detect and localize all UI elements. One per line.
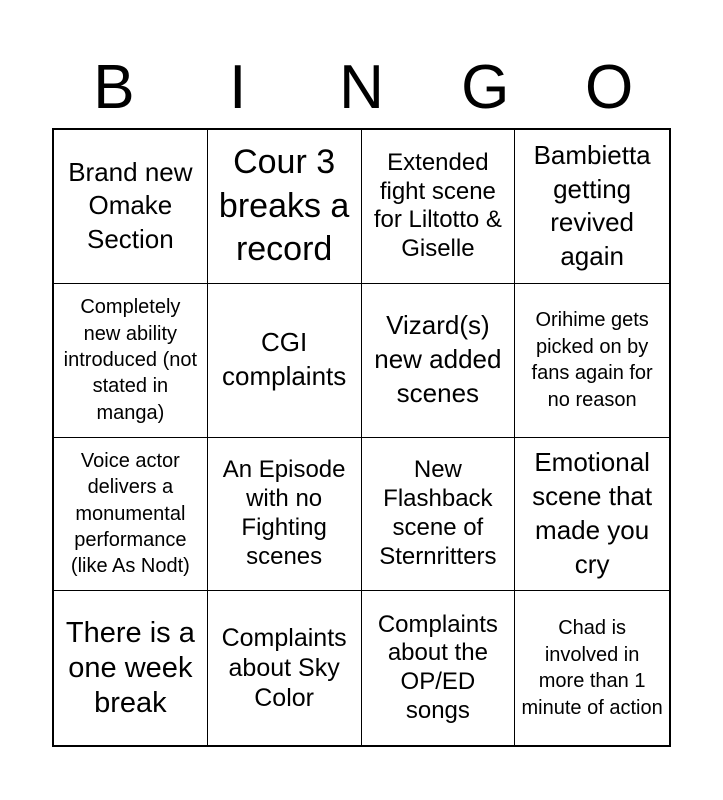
header-letter-n: N — [339, 53, 384, 122]
bingo-board — [52, 128, 671, 747]
bingo-cell-r2c2[interactable] — [208, 284, 362, 438]
header-letter-o: O — [584, 53, 634, 122]
bingo-header — [52, 48, 671, 128]
cell-text: Complaints about Sky Color — [221, 624, 347, 713]
bingo-cell-r2c4[interactable] — [515, 284, 669, 438]
cell-text: Voice actor delivers a monumental performance (like As Nodt) — [70, 449, 190, 578]
header-letter-b: B — [93, 53, 135, 122]
bingo-cell-r4c1[interactable] — [54, 591, 208, 745]
header-letter-i: I — [229, 53, 247, 122]
cell-text: There is a one week break — [65, 616, 195, 719]
cell-text: Brand new Omake Section — [68, 156, 193, 255]
cell-text: An Episode with no Fighting scenes — [222, 456, 346, 570]
bingo-cell-r4c4[interactable] — [515, 591, 669, 745]
bingo-cell-r1c1[interactable] — [54, 130, 208, 284]
cell-text: Orihime gets picked on by fans again for no reason — [531, 309, 653, 411]
bingo-cell-r2c1[interactable] — [54, 284, 208, 438]
bingo-cell-r1c4[interactable] — [515, 130, 669, 284]
bingo-cell-r3c1[interactable] — [54, 438, 208, 592]
header-letter-g: G — [461, 53, 510, 122]
bingo-cell-r4c3[interactable] — [362, 591, 516, 745]
cell-text: Complaints about the OP/ED songs — [377, 610, 498, 724]
bingo-cell-r3c2[interactable] — [208, 438, 362, 592]
bingo-cell-r1c2[interactable] — [208, 130, 362, 284]
cell-text: CGI complaints — [221, 327, 347, 392]
bingo-cell-r2c3[interactable] — [362, 284, 516, 438]
bingo-cell-r3c4[interactable] — [515, 438, 669, 592]
cell-text: Cour 3 breaks a record — [218, 143, 350, 269]
cell-text: New Flashback scene of Sternritters — [379, 456, 497, 570]
cell-text: Vizard(s) new added scenes — [374, 310, 502, 409]
cell-text: Extended fight scene for Liltotto & Giselle — [373, 148, 502, 263]
cell-text: Completely new ability introduced (not stated in manga) — [63, 296, 198, 424]
cell-text: Chad is involved in more than 1 minute of action — [521, 617, 663, 719]
bingo-cell-r1c3[interactable] — [362, 130, 516, 284]
cell-text: Emotional scene that made you cry — [532, 447, 653, 579]
bingo-cell-r4c2[interactable] — [208, 591, 362, 745]
bingo-cell-r3c3[interactable] — [362, 438, 516, 592]
cell-text: Bambietta getting revived again — [533, 139, 651, 272]
